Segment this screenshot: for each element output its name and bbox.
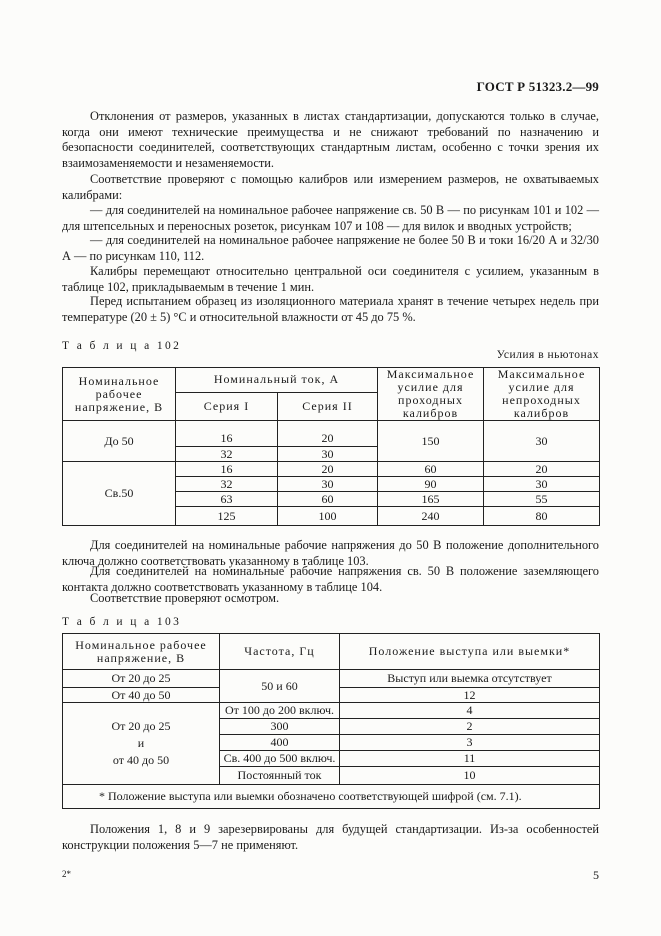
table-header-position: Положение выступа или выемки* xyxy=(340,634,600,670)
table-cell: 20 xyxy=(278,462,378,477)
table-cell: 63 xyxy=(176,492,278,507)
table-row xyxy=(63,421,600,432)
table-cell: Постоянный ток xyxy=(220,767,340,785)
paragraph-gauges: Калибры перемещают относительно центральной оси соединителя с усилием, указанным в таблице 102, прикладываемым в течение 1 мин. xyxy=(62,264,599,294)
table-cell: 10 xyxy=(340,767,600,785)
table-header-voltage: Номинальное рабочее напряжение, В xyxy=(63,634,220,670)
document-code: ГОСТ Р 51323.2—99 xyxy=(476,79,599,94)
paragraph-reserved-positions: Положения 1, 8 и 9 зарезервированы для будущей стандартизации. Из-за особенностей конструкции положения 5—7 не применяют. xyxy=(62,822,599,852)
table-cell: 16 xyxy=(176,462,278,477)
table-cell: От 20 до 25 xyxy=(63,670,220,688)
voltage-range-line: и xyxy=(137,736,145,750)
table-cell: 50 и 60 xyxy=(220,670,340,703)
table-row xyxy=(63,703,600,719)
table-102-units: Усилия в ньютонах xyxy=(496,349,599,361)
table-row xyxy=(63,462,600,477)
table-cell-voltage: До 50 xyxy=(63,421,176,462)
table-102-caption: Т а б л и ц а 102 xyxy=(62,340,182,352)
table-cell: 12 xyxy=(340,688,600,703)
table-cell xyxy=(278,421,378,432)
paragraph-inspection: Соответствие проверяют осмотром. xyxy=(90,591,280,605)
page-number: 5 xyxy=(593,868,599,882)
table-cell: 60 xyxy=(278,492,378,507)
table-cell: 80 xyxy=(484,507,600,526)
table-cell: 30 xyxy=(278,447,378,462)
table-cell: 30 xyxy=(484,421,600,462)
voltage-range-line: От 20 до 25 xyxy=(111,719,171,733)
table-cell: 60 xyxy=(378,462,484,477)
paragraph-item-over50: — для соединителей на номинальное рабочее напряжение св. 50 В — по рисункам 101 и 102 — для штепсельных и переносных розеток, рисункам 107 и 108 — для вилок и вводных устройств; xyxy=(62,203,599,233)
table-header-voltage: Номинальное рабочее напряжение, В xyxy=(63,368,176,421)
paragraph-conditioning: Перед испытанием образец из изоляционного материала хранят в течение четырех недель при температуре (20 ± 5) °С и относительной влажности от 45 до 75 %. xyxy=(62,294,599,324)
table-row xyxy=(63,785,600,809)
table-cell: 55 xyxy=(484,492,600,507)
table-cell: 16 xyxy=(176,432,278,447)
table-103 xyxy=(62,633,600,809)
table-cell: 400 xyxy=(220,735,340,751)
table-cell: 150 xyxy=(378,421,484,462)
paragraph-key-position: Для соединителей на номинальные рабочие напряжения до 50 В положение дополнительного ключа должно соответствовать указанному в таблице 103. xyxy=(62,538,599,568)
table-header-series-2: Серия II xyxy=(278,392,378,420)
table-row xyxy=(63,634,600,670)
table-cell: 165 xyxy=(378,492,484,507)
table-cell: 125 xyxy=(176,507,278,526)
table-row xyxy=(63,368,600,393)
table-header-max-pass: Максимальное усилие для проходных калибров xyxy=(378,368,484,421)
table-102 xyxy=(62,367,600,526)
table-cell: 20 xyxy=(278,432,378,447)
table-header-current: Номинальный ток, А xyxy=(176,368,378,393)
table-row xyxy=(63,670,600,688)
sheet-mark: 2* xyxy=(62,869,71,879)
table-cell: 32 xyxy=(176,477,278,492)
table-cell: 4 xyxy=(340,703,600,719)
table-cell xyxy=(176,421,278,432)
paragraph-earth-position: Для соединителей на номинальные рабочие напряжения св. 50 В положение заземляющего контакта должно соответствовать указанному в таблице 104. xyxy=(62,564,599,594)
table-103-caption: Т а б л и ц а 103 xyxy=(62,616,182,628)
table-cell: Выступ или выемка отсутствует xyxy=(340,670,600,688)
table-cell: 20 xyxy=(484,462,600,477)
table-cell-voltage-range xyxy=(63,703,220,785)
table-header-series-1: Серия I xyxy=(176,392,278,420)
table-cell: 240 xyxy=(378,507,484,526)
table-cell: 30 xyxy=(278,477,378,492)
table-cell: От 40 до 50 xyxy=(63,688,220,703)
table-cell: 11 xyxy=(340,751,600,767)
table-cell: 32 xyxy=(176,447,278,462)
table-header-max-nopass: Максимальное усилие для непроходных калибров xyxy=(484,368,600,421)
table-cell: 30 xyxy=(484,477,600,492)
table-cell-voltage: Св.50 xyxy=(63,462,176,526)
table-cell: От 100 до 200 включ. xyxy=(220,703,340,719)
table-footnote: * Положение выступа или выемки обозначено соответствующей шифрой (см. 7.1). xyxy=(63,785,600,809)
table-cell: 90 xyxy=(378,477,484,492)
table-cell: 300 xyxy=(220,719,340,735)
table-cell: 100 xyxy=(278,507,378,526)
paragraph-compliance: Соответствие проверяют с помощью калибров или измерением размеров, не охватываемых калибрами: xyxy=(62,172,599,202)
paragraph-deviations: Отклонения от размеров, указанных в листах стандартизации, допускаются только в случае, когда они имеют технические преимущества и не снижают требований по назначению и безопасности соединителей, соответствующих стандартным листам, особенно с точки зрения их взаимозаменяемости и незаменяемости. xyxy=(62,109,599,170)
paragraph-item-upto50: — для соединителей на номинальное рабочее напряжение не более 50 В и токи 16/20 А и 32/30 А — по рисункам 110, 112. xyxy=(62,233,599,263)
table-cell: 3 xyxy=(340,735,600,751)
table-cell: Св. 400 до 500 включ. xyxy=(220,751,340,767)
voltage-range-line: от 40 до 50 xyxy=(112,753,170,767)
table-cell: 2 xyxy=(340,719,600,735)
table-header-frequency: Частота, Гц xyxy=(220,634,340,670)
